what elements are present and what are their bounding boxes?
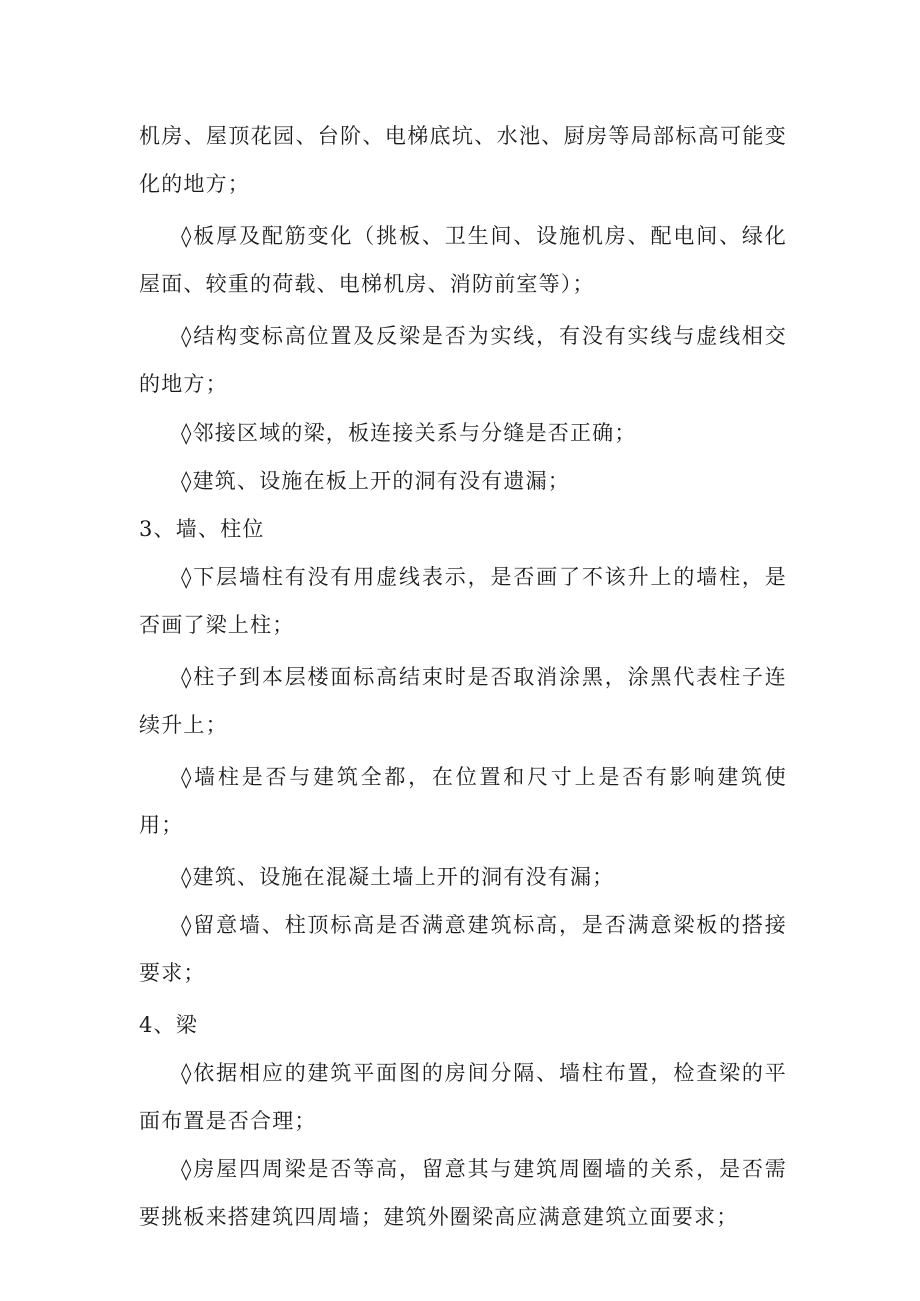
list-item: ◊依据相应的建筑平面图的房间分隔、墙柱布置，检查梁的平面布置是否合理； [139,1061,787,1133]
list-item: ◊柱子到本层楼面标高结束时是否取消涂黑，涂黑代表柱子连续升上； [139,665,787,737]
list-item: ◊下层墙柱有没有用虚线表示，是否画了不该升上的墙柱，是否画了梁上柱； [139,565,787,637]
list-item: ◊建筑、设施在混凝土墙上开的洞有没有漏； [181,865,615,889]
list-item: ◊邻接区域的梁，板连接关系与分缝是否正确； [181,421,637,445]
list-item: ◊结构变标高位置及反梁是否为实线，有没有实线与虚线相交的地方； [139,324,787,396]
list-item: ◊建筑、设施在板上开的洞有没有遗漏； [181,469,570,493]
paragraph-continuation: 机房、屋顶花园、台阶、电梯底坑、水池、厨房等局部标高可能变化的地方； [139,124,787,196]
list-item: ◊留意墙、柱顶标高是否满意建筑标高，是否满意梁板的搭接要求； [139,913,787,985]
section-heading: 4、梁 [139,1013,198,1037]
list-item: ◊墙柱是否与建筑全都，在位置和尺寸上是否有影响建筑使用； [139,765,787,837]
list-item: ◊房屋四周梁是否等高，留意其与建筑周圈墙的关系，是否需要挑板来搭建筑四周墙；建筑外圈梁高应满意建筑立面要求； [139,1157,787,1229]
document-body [139,112,787,1241]
section-heading: 3、墙、柱位 [139,517,265,541]
list-item: ◊板厚及配筋变化（挑板、卫生间、设施机房、配电间、绿化屋面、较重的荷载、电梯机房、消防前室等）； [139,224,787,296]
